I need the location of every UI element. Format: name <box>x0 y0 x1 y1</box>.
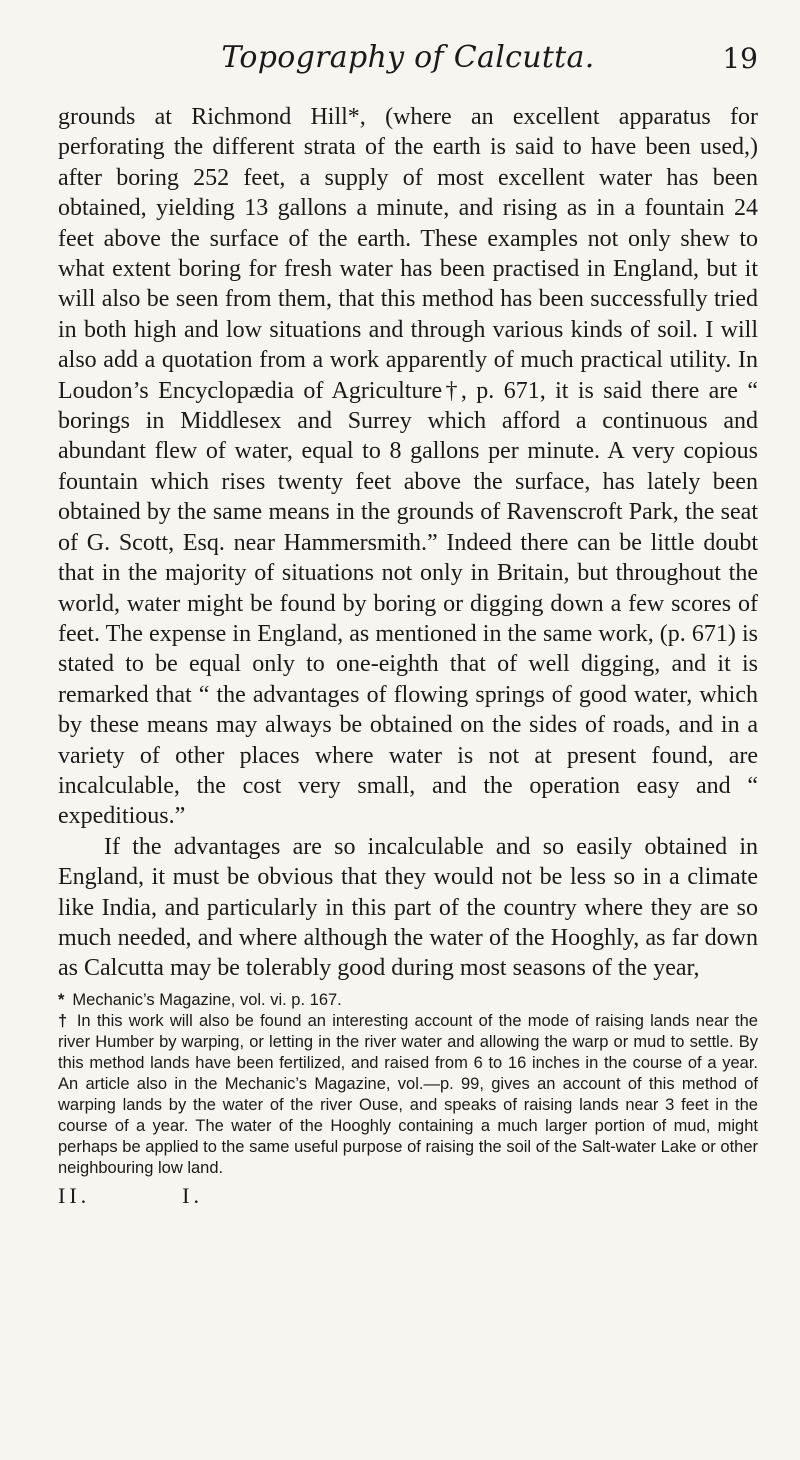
paragraph-1: grounds at Richmond Hill*, (where an excellent apparatus for perforating the different strata of the earth is said to have been used,) after boring 252 feet, a supply of most excellent water has been obtained, yielding 13 gallons a minute, and rising as in a fountain 24 feet above the surface of the earth. These examples not only shew to what extent boring for fresh water has been practised in England, but it will also be seen from them, that this method has been successfully tried in both high and low situations and through various kinds of soil. I will also add a quotation from a work apparently of much practical utility. In Loudon’s Encyclopædia of Agriculture†, p. 671, it is said there are “ borings in Middlesex and Surrey which afford a continuous and abundant flew of water, equal to 8 gallons per minute. A very copious fountain which rises twenty feet above the surface, has lately been obtained by the same means in the grounds of Ravenscroft Park, the seat of G. Scott, Esq. near Hammersmith.” Indeed there can be little doubt that in the majority of situations not only in Britain, but throughout the world, water might be found by boring or digging down a few scores of feet. The expense in England, as mentioned in the same work, (p. 671) is stated to be equal only to one-eighth that of well digging, and it is remarked that “ the advantages of flowing springs of good water, which by these means may always be obtained on the sides of roads, and in a variety of other places where water is not at present found, are incalculable, the cost very small, and the operation easy and “ expeditious.” <box>58 104 758 830</box>
footnote-1 <box>58 990 758 1011</box>
running-title: Topography of Calcutta. <box>221 40 595 75</box>
printer-signatures <box>58 1183 758 1209</box>
paragraph-2: If the advantages are so incalculable and so easily obtained in England, it must be obvious that they would not be less so in a climate like India, and particularly in this part of the country where they are so much needed, and where although the water of the Hooghly, as far down as Calcutta may be tolerably good during most seasons of the year, <box>58 833 758 982</box>
footnote-2 <box>58 1011 758 1179</box>
footnote-text: In this work will also be found an interesting account of the mode of raising lands near the river Humber by warping, or letting in the river water and allowing the warp or mud to settle. By this method lands have been fertilized, and raised from 6 to 16 inches in the course of a year. An article also in the Mechanic’s Magazine, vol.—p. 99, gives an account of this method of warping lands by the water of the river Ouse, and speaks of raising lands near 3 feet in the course of a year. The water of the Hooghly containing a much larger portion of mud, might perhaps be applied to the same useful purpose of raising the soil of the Salt-water Lake or other neighbouring low land. <box>58 1011 758 1177</box>
signature-mark: I. <box>182 1182 203 1208</box>
footnote-mark: † <box>58 1011 69 1030</box>
running-head <box>58 40 758 84</box>
book-page <box>58 40 758 1209</box>
body-text <box>58 102 758 984</box>
footnote-text: Mechanic’s Magazine, vol. vi. p. 167. <box>72 990 342 1009</box>
footnote-mark: * <box>58 990 65 1009</box>
signature-mark: II. <box>58 1182 91 1208</box>
page-number: 19 <box>722 42 758 75</box>
footnotes <box>58 990 758 1179</box>
